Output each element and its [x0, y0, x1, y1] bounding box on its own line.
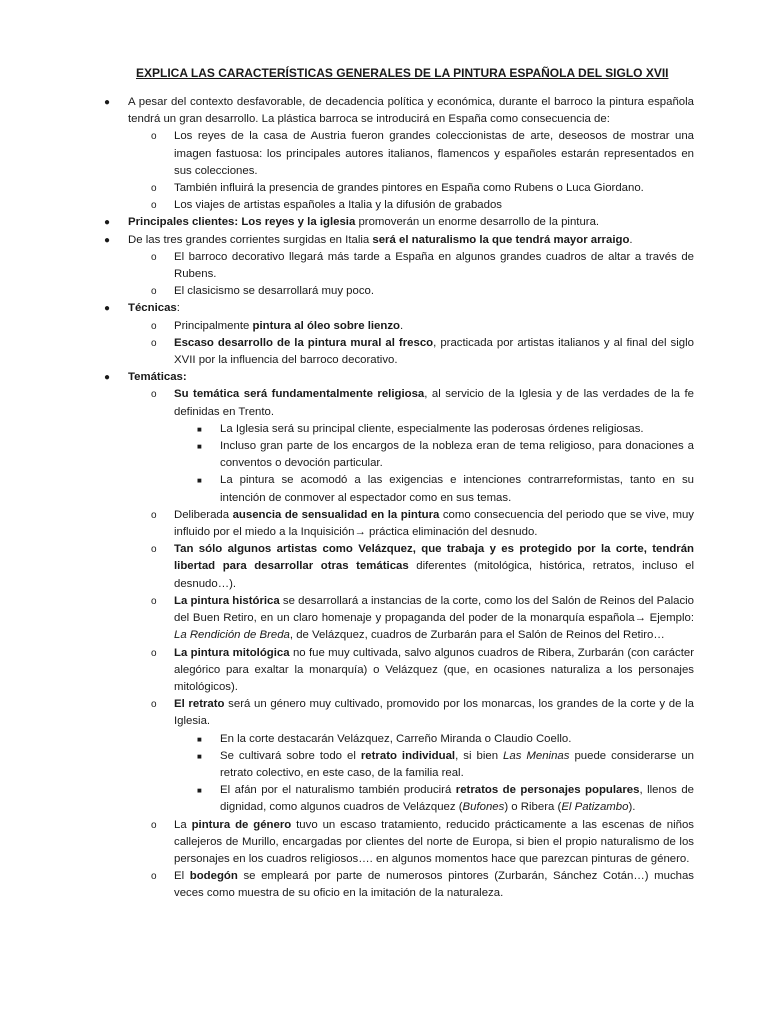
body-text: Incluso gran parte de los encargos de la nobleza eran de tema religioso, para donaciones a conventos o devoción particular.	[220, 440, 694, 470]
body-text: Los viajes de artistas españoles a Italia y la difusión de grabados	[174, 199, 502, 212]
body-text: no fue muy cultivada, salvo algunos cuadros de Ribera, Zurbarán (con carácter alegórico para exaltar la monarquía) o Velázquez (que, en ocasiones naturaliza a los personajes mitológicos).	[174, 646, 694, 693]
bullet-marker: ■	[197, 786, 202, 796]
outline-item-level-1	[92, 214, 694, 231]
body-text: El clasicismo se desarrollará muy poco.	[174, 285, 375, 298]
bullet-marker: o	[151, 183, 157, 195]
bullet-marker: o	[151, 647, 157, 659]
body-text: Deliberada	[174, 508, 233, 521]
bold-text: bodegón	[189, 870, 238, 883]
outline-item-level-2	[92, 593, 694, 645]
body-text: , de Velázquez, cuadros de Zurbarán para el Salón de Reinos del Retiro…	[289, 629, 665, 642]
body-text: La Iglesia será su principal cliente, especialmente las poderosas órdenes religiosas.	[220, 422, 644, 435]
bold-text: pintura al óleo sobre lienzo	[252, 319, 400, 332]
bold-text: retratos de personajes populares	[455, 784, 640, 797]
bullet-marker: o	[151, 131, 157, 143]
bullet-marker: ■	[197, 751, 202, 761]
outline-item-level-2	[92, 541, 694, 593]
outline-item-level-2	[92, 128, 694, 180]
body-text: diferentes (mitológica, histórica, retratos, incluso el desnudo…).	[174, 560, 694, 590]
outline-item-level-1	[92, 94, 694, 128]
outline-item-level-2	[92, 507, 694, 541]
bold-text: Su temática será fundamentalmente religiosa	[174, 388, 425, 401]
outline-item-level-2	[92, 335, 694, 369]
document-title: EXPLICA LAS CARACTERÍSTICAS GENERALES DE LA PINTURA ESPAÑOLA DEL SIGLO XVII	[136, 66, 669, 80]
body-text: tuvo un escaso tratamiento, reducido prácticamente a las escenas de niños callejeros de Murillo, encargadas por clientes del norte de Europa, si bien el propio naturalismo de los personajes en los cuadros religiosos…. en algunos momentos hace que parezcan pinturas de género.	[174, 818, 694, 865]
body-text: El	[174, 870, 190, 883]
body-text: se desarrollará a instancias de la corte, como los del Salón de Reinos del Palacio del Buen Retiro, en un claro homenaje y propaganda del poder de la monarquía española→ Ejemplo:	[174, 594, 695, 625]
outline-item-level-2	[92, 696, 694, 730]
bullet-marker: o	[151, 320, 157, 332]
bullet-marker: ●	[104, 372, 111, 384]
outline-item-level-2	[92, 197, 694, 214]
body-text: Principalmente	[174, 319, 253, 332]
bullet-marker: o	[151, 871, 157, 883]
body-text: , llenos de dignidad, como algunos cuadros de Velázquez (	[220, 784, 694, 814]
bold-text: La pintura mitológica	[174, 646, 290, 659]
bullet-marker: o	[151, 337, 157, 349]
outline-item-level-2	[92, 645, 694, 697]
bold-text: Temáticas:	[128, 371, 187, 384]
bold-text: Principales clientes: Los reyes y la iglesia	[128, 216, 356, 229]
body-text: Los reyes de la casa de Austria fueron grandes coleccionistas de arte, deseosos de mostrar una imagen fastuosa: los principales autores italianos, flamencos y españoles estarán representados en sus colecciones.	[174, 130, 694, 177]
bullet-marker: o	[151, 389, 157, 401]
italic-text: El Patizambo	[561, 801, 629, 814]
bullet-marker: o	[151, 699, 157, 711]
outline-item-level-1	[92, 300, 694, 317]
outline-item-level-2	[92, 868, 694, 902]
bold-text: El retrato	[174, 698, 225, 711]
body-text: .	[629, 233, 633, 246]
bullet-marker: o	[151, 200, 157, 212]
bullet-marker: o	[151, 544, 157, 556]
body-text: También influirá la presencia de grandes pintores en España como Rubens o Luca Giordano.	[174, 182, 644, 195]
bullet-marker: ■	[197, 734, 202, 744]
italic-text: Las Meninas	[503, 749, 570, 762]
body-text: será un género muy cultivado, promovido por los monarcas, los grandes de la corte y de la Iglesia.	[174, 698, 694, 728]
body-text: , si bien	[455, 749, 504, 762]
bullet-marker: o	[151, 819, 157, 831]
bullet-marker: ●	[104, 217, 111, 229]
body-text: Se cultivará sobre todo el	[220, 749, 361, 762]
body-text: promoverán un enorme desarrollo de la pintura.	[355, 216, 600, 229]
bold-text: pintura de género	[191, 818, 292, 831]
body-text: El afán por el naturalismo también producirá	[220, 784, 456, 797]
body-text: puede considerarse un retrato colectivo, en este caso, de la familia real.	[220, 749, 694, 779]
bold-text: retrato individual	[360, 749, 456, 762]
body-text: El barroco decorativo llegará más tarde a España en algunos grandes cuadros de altar a través de Rubens.	[174, 250, 694, 281]
bold-text: Tan sólo algunos artistas como Velázquez, que trabaja y es protegido por la corte, tendrán libertad para desarrollar otras temáticas	[174, 543, 694, 573]
body-text: En la corte destacarán Velázquez, Carreño Miranda o Claudio Coello.	[220, 732, 572, 745]
outline-item-level-2	[92, 249, 694, 283]
outline-item-level-3	[92, 748, 694, 782]
italic-text: Bufones	[462, 801, 505, 814]
body-text: ) o Ribera (	[504, 801, 562, 814]
body-text: ).	[628, 801, 636, 814]
bullet-marker: ■	[197, 442, 202, 452]
outline-item-level-3	[92, 782, 694, 816]
outline-item-level-2	[92, 386, 694, 420]
bullet-marker: o	[151, 595, 157, 607]
bullet-marker: ■	[197, 424, 202, 434]
body-text: La	[174, 818, 192, 831]
bullet-marker: ●	[104, 303, 111, 315]
body-text: se empleará por parte de numerosos pintores (Zurbarán, Sánchez Cotán…) muchas veces como muestra de su oficio en la imitación de la naturaleza.	[174, 870, 695, 900]
bold-text: Escaso desarrollo de la pintura mural al fresco	[174, 336, 434, 349]
bold-text: será el naturalismo la que tendrá mayor arraigo	[372, 233, 630, 246]
bold-text: Técnicas	[128, 302, 177, 315]
outline-item-level-2	[92, 817, 694, 869]
outline-item-level-1	[92, 369, 694, 386]
bullet-marker: o	[151, 509, 157, 521]
body-text: De las tres grandes corrientes surgidas en Italia	[128, 233, 373, 246]
bullet-marker: ●	[104, 234, 111, 246]
outline-item-level-3	[92, 421, 694, 438]
italic-text: La Rendición de Breda	[174, 629, 290, 642]
body-text: , al servicio de la Iglesia y de las verdades de la fe definidas en Trento.	[174, 388, 694, 418]
body-text: La pintura se acomodó a las exigencias e intenciones contrarreformistas, tanto en su intención de conmover al espectador como en sus temas.	[220, 474, 694, 504]
bullet-marker: o	[151, 251, 157, 263]
bullet-marker: ■	[197, 476, 202, 486]
bold-text: ausencia de sensualidad en la pintura	[232, 508, 440, 521]
bold-text: La pintura histórica	[174, 594, 280, 607]
outline-item-level-2	[92, 283, 694, 300]
outline-item-level-2	[92, 318, 694, 335]
body-text: .	[399, 319, 404, 332]
bullet-marker: o	[151, 286, 157, 298]
body-text: :	[176, 302, 180, 315]
outline-item-level-3	[92, 438, 694, 472]
outline-item-level-1	[92, 232, 694, 249]
outline-item-level-2	[92, 180, 694, 197]
outline-list	[92, 94, 694, 903]
body-text: como consecuencia del periodo que se vive, muy influido por el miedo a la Inquisición→ práctica eliminación del desnudo.	[174, 508, 694, 539]
body-text: A pesar del contexto desfavorable, de decadencia política y económica, durante el barroco la pintura española tendrá un gran desarrollo. La plástica barroca se introducirá en España como consecuencia de:	[128, 96, 694, 126]
body-text: , practicada por artistas italianos y al final del siglo XVII por la influencia del barroco decorativo.	[174, 336, 694, 367]
outline-item-level-3	[92, 472, 694, 506]
bullet-marker: ●	[104, 97, 111, 108]
outline-item-level-3	[92, 731, 694, 748]
